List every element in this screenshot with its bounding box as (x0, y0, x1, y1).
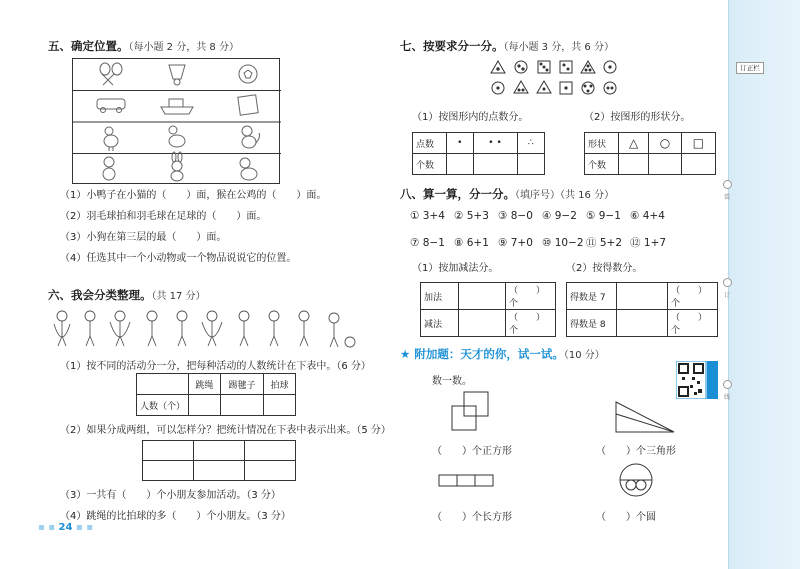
position-grid (72, 58, 280, 184)
square-icon: □ (681, 133, 715, 154)
header-ball: 拍球 (264, 374, 296, 395)
triangle-two-dots (514, 81, 528, 93)
answer-cell[interactable] (517, 154, 544, 175)
answer-cell[interactable] (459, 310, 506, 337)
sec5-q4: （4）任选其中一个小动物或一个物品说说它的位置。 (60, 253, 297, 264)
child-figure (110, 311, 130, 346)
star-icon: ★ (400, 347, 411, 361)
sec8-q1: （1）按加减法分。 (412, 263, 499, 274)
answer-rectangles[interactable]: （ ）个长方形 (432, 512, 512, 523)
count-blank[interactable]: （ ）个 (668, 283, 718, 310)
sec5-q1: （1）小鸭子在小猫的（ ）面，猴在公鸡的（ ）面。 (60, 190, 327, 201)
answer-cell[interactable] (617, 310, 668, 337)
sec7-title: 七、按要求分一分。（每小题 3 分，共 6 分） (400, 39, 614, 53)
cat-icon (242, 126, 260, 148)
answer-cell[interactable] (264, 395, 296, 416)
expr: ⑪ 5+2 (586, 237, 622, 249)
duck-icon (169, 126, 185, 147)
add-sub-table (420, 282, 556, 337)
children-activity-illustration (48, 306, 368, 351)
soccer-ball-icon (239, 65, 257, 83)
sec5-q3: （3）小狗在第三层的最（ ）面。 (60, 232, 227, 243)
arith-row-1 (410, 210, 674, 222)
card-icon (238, 95, 258, 115)
answer-cell[interactable] (617, 283, 668, 310)
answer-cell[interactable] (194, 441, 245, 461)
correction-tab: 订正栏 (736, 62, 764, 74)
one-dot-cell: • (447, 133, 474, 154)
dot-count-table (412, 132, 545, 175)
count-blank[interactable]: （ ）个 (506, 283, 556, 310)
binding-mark-2: 订 (724, 292, 731, 299)
binding-hole (723, 380, 732, 389)
sec6-title: 六、我会分类整理。（共 17 分） (48, 288, 206, 302)
rectangles-figure (438, 474, 496, 488)
qr-code (676, 361, 718, 399)
binding-mark-1: 装 (724, 194, 731, 201)
sec6-q4: （4）跳绳的比拍球的多（ ）个小朋友。（3 分） (60, 511, 291, 522)
expr: ⑥ 4+4 (630, 210, 665, 222)
child-figure (269, 311, 279, 346)
row-label: 形状 (585, 133, 619, 154)
answer-cell[interactable] (447, 154, 474, 175)
add-label: 加法 (421, 283, 459, 310)
child-figure (329, 313, 339, 347)
answer-cell[interactable] (143, 441, 194, 461)
square-two-dots (560, 61, 572, 73)
expr: ⑫ 1+7 (630, 237, 666, 249)
count-prompt: 数一数。 (432, 376, 472, 387)
count-blank[interactable]: （ ）个 (668, 310, 718, 337)
triangle-one-dot-b (537, 81, 551, 93)
answer-triangles[interactable]: （ ）个三角形 (596, 446, 676, 457)
three-dot-cell: ∴ (517, 133, 544, 154)
answer-cell[interactable] (473, 154, 517, 175)
dog-icon (240, 158, 257, 180)
answer-squares[interactable]: （ ）个正方形 (432, 446, 512, 457)
grid-lines (73, 59, 281, 185)
expr: ③ 8−0 (498, 210, 533, 222)
row-label: 个数 (413, 154, 447, 175)
shuttlecock-icon (169, 65, 185, 85)
header-jump-rope: 跳绳 (189, 374, 221, 395)
expr: ⑤ 9−1 (586, 210, 621, 222)
answer-cell[interactable] (189, 395, 221, 416)
monkey-icon (103, 157, 115, 180)
answer-circles[interactable]: （ ）个圆 (596, 512, 656, 523)
header-shuttlecock: 踢毽子 (220, 374, 263, 395)
rooster-icon (104, 127, 118, 151)
sub-label: 减法 (421, 310, 459, 337)
bonus-title: ★ 附加题：天才的你，试一试。（10 分） (400, 347, 605, 361)
circle-icon: ○ (649, 133, 682, 154)
expr: ⑨ 7+0 (498, 237, 533, 249)
badminton-icon (100, 63, 122, 85)
answer-cell[interactable] (143, 461, 194, 481)
rabbit-icon (171, 152, 183, 181)
dotted-shapes (488, 58, 628, 98)
ship-icon (161, 99, 193, 114)
expr: ① 3+4 (410, 210, 445, 222)
result-8-label: 得数是 8 (567, 310, 617, 337)
squares-figure (448, 390, 498, 434)
child-figure (147, 311, 157, 346)
answer-cell[interactable] (220, 395, 263, 416)
circles-figure (618, 462, 654, 498)
sec7-q1: （1）按图形内的点数分。 (412, 112, 529, 123)
group-table (142, 440, 296, 481)
triangle-icon: △ (619, 133, 649, 154)
shape-count-table (584, 132, 716, 175)
child-figure (202, 311, 222, 346)
two-dot-cell: • • (473, 133, 517, 154)
binding-hole (723, 278, 732, 287)
binding-hole (723, 180, 732, 189)
binding-mark-3: 线 (724, 394, 731, 401)
sec6-q3: （3）一共有（ ）个小朋友参加活动。（3 分） (60, 490, 281, 501)
circle-two-dots (515, 61, 527, 73)
row-label: 个数 (585, 154, 619, 175)
child-figure (299, 311, 309, 346)
answer-cell[interactable] (619, 154, 649, 175)
expr: ⑦ 8−1 (410, 237, 445, 249)
expr: ⑩ 10−2 (542, 237, 584, 249)
answer-cell[interactable] (194, 461, 245, 481)
expr: ⑧ 6+1 (454, 237, 489, 249)
sec7-q2: （2）按图形的形状分。 (584, 112, 691, 123)
activity-table (136, 373, 296, 416)
expr: ④ 9−2 (542, 210, 577, 222)
child-figure (54, 311, 70, 346)
arith-row-2 (410, 235, 674, 250)
result-table (566, 282, 718, 337)
sec8-q2: （2）按得数分。 (566, 263, 643, 274)
answer-cell[interactable] (459, 283, 506, 310)
expr: ② 5+3 (454, 210, 489, 222)
triangle-one-dot (491, 61, 505, 73)
car-icon (97, 99, 125, 113)
sec6-q1: （1）按不同的活动分一分，把每种活动的人数统计在下表中。（6 分） (60, 361, 371, 372)
answer-cell[interactable] (245, 461, 296, 481)
ball-icon (345, 337, 355, 347)
triangles-figure (612, 400, 676, 436)
child-figure (239, 311, 249, 346)
page-number: ▪ ▪ 24 ▪ ▪ (38, 522, 93, 533)
answer-cell[interactable] (681, 154, 715, 175)
child-figure (85, 311, 95, 346)
sec5-q2: （2）羽毛球拍和羽毛球在足球的（ ）面。 (60, 211, 267, 222)
result-7-label: 得数是 7 (567, 283, 617, 310)
count-blank[interactable]: （ ）个 (506, 310, 556, 337)
corner-cell (137, 374, 189, 395)
answer-cell[interactable] (245, 441, 296, 461)
sec6-q2: （2）如果分成两组，可以怎样分？把统计情况在下表中表示出来。（5 分） (60, 425, 391, 436)
sec5-title: 五、确定位置。（每小题 2 分，共 8 分） (48, 39, 239, 53)
sec8-title: 八、算一算，分一分。（填序号）（共 16 分） (400, 187, 615, 201)
circle-two-dots-b (604, 82, 616, 94)
row-label: 点数 (413, 133, 447, 154)
row-label: 人数（个） (137, 395, 189, 416)
answer-cell[interactable] (649, 154, 682, 175)
child-figure (177, 311, 187, 346)
correction-strip (728, 0, 800, 569)
